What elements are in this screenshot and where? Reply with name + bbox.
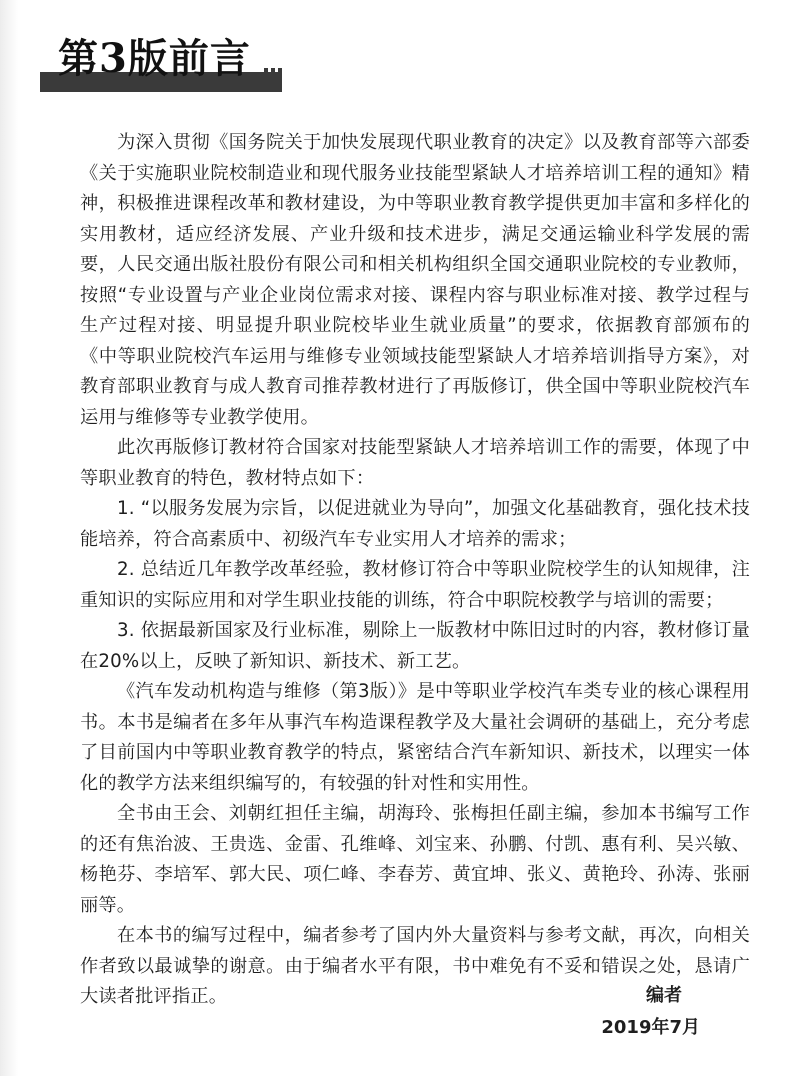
page-spine-shadow	[0, 0, 18, 1076]
title-stripe-decoration	[264, 68, 294, 92]
paragraph-acknowledgement: 在本书的编写过程中，编者参考了国内外大量资料与参考文献，再次，向相关作者致以最诚挚的谢意。由于编者水平有限，书中难免有不妥和错误之处，恳请广大读者批评指正。	[80, 925, 750, 1007]
paragraph-book-description: 《汽车发动机构造与维修（第3版）》是中等职业学校汽车类专业的核心课程用书。本书是编者在多年从事汽车构造课程教学及大量社会调研的基础上，充分考虑了目前国内中等职业教育教学的特点，紧密结合汽车新知识、新技术，以理实一体化的教学方法来组织编写的，有较强的针对性和实用性。	[80, 681, 750, 794]
feature-item-1: 1. “以服务发展为宗旨，以促进就业为导向”，加强文化基础教育，强化技术技能培养，符合高素质中、初级汽车专业实用人才培养的需求；	[80, 498, 750, 550]
signature-date: 2019年7月	[601, 1017, 700, 1038]
title-banner	[22, 32, 282, 86]
paragraph-features-lead: 此次再版修订教材符合国家对技能型紧缺人才培养培训工作的需要，体现了中等职业教育的特色，教材特点如下：	[80, 437, 750, 489]
paragraph-authors: 全书由王会、刘朝红担任主编，胡海玲、张梅担任副主编，参加本书编写工作的还有焦治波、王贵选、金雷、孔维峰、刘宝来、孙鹏、付凯、惠有利、吴兴敏、杨艳芬、李培军、郭大民、项仁峰、李春芳、黄宜坤、张义、黄艳玲、孙涛、张丽丽等。	[80, 803, 750, 916]
page-title: 第3版前言	[58, 35, 251, 82]
feature-item-3: 3. 依据最新国家及行业标准，剔除上一版教材中陈旧过时的内容，教材修订量在20%以上，反映了新知识、新技术、新工艺。	[80, 620, 750, 672]
signature-author: 编者	[646, 985, 682, 1006]
signature-block	[601, 980, 700, 1044]
preface-body	[80, 128, 750, 1013]
paragraph-intro: 为深入贯彻《国务院关于加快发展现代职业教育的决定》以及教育部等六部委《关于实施职业院校制造业和现代服务业技能型紧缺人才培养培训工程的通知》精神，积极推进课程改革和教材建设，为中等职业教育教学提供更加丰富和多样化的实用教材，适应经济发展、产业升级和技术进步，满足交通运输业科学发展的需要，人民交通出版社股份有限公司和相关机构组织全国交通职业院校的专业教师，按照“专业设置与产业企业岗位需求对接、课程内容与职业标准对接、教学过程与生产过程对接、明显提升职业院校毕业生就业质量”的要求，依据教育部颁布的《中等职业院校汽车运用与维修专业领域技能型紧缺人才培养培训指导方案》，对教育部职业教育与成人教育司推荐教材进行了再版修订，供全国中等职业院校汽车运用与维修等专业教学使用。	[80, 132, 750, 428]
feature-item-2: 2. 总结近几年教学改革经验，教材修订符合中等职业院校学生的认知规律，注重知识的实际应用和对学生职业技能的训练，符合中职院校教学与培训的需要；	[80, 559, 750, 611]
